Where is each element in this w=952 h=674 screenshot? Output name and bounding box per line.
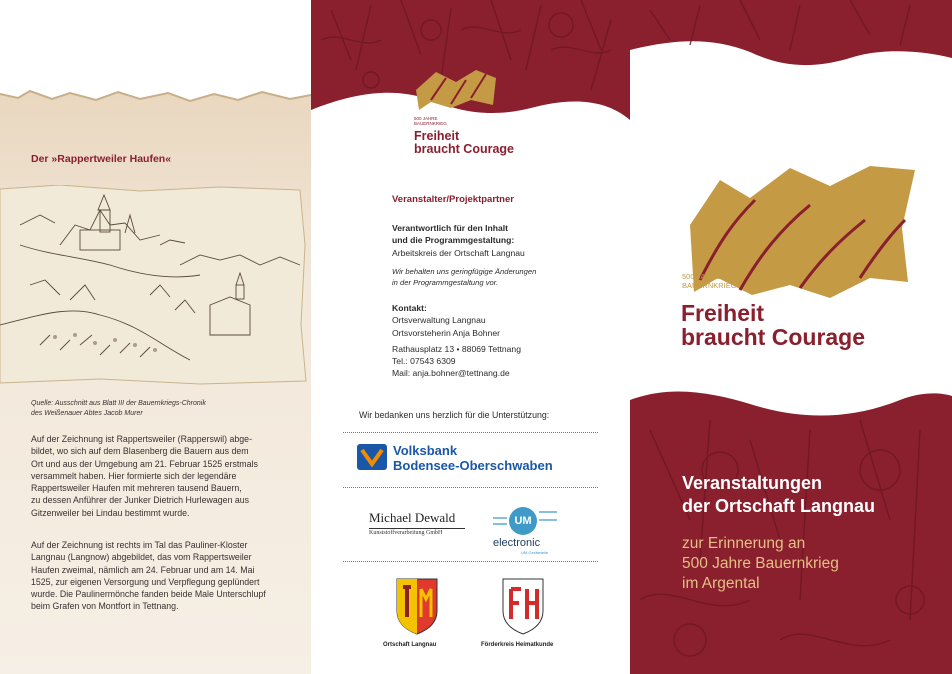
dewald-rule (369, 528, 465, 529)
right-panel (630, 0, 952, 674)
text-line: 1525, zur eigenen Versorgung und Verpflegung geplündert (31, 576, 260, 587)
text-line: beim Grafen von Montfort in Tettnang. (31, 601, 179, 612)
note-line: Wir behalten uns geringfügige Änderungen (392, 267, 537, 276)
contact-line: Ortsverwaltung Langnau (392, 315, 486, 326)
note-line: in der Programmgestaltung vor. (392, 278, 499, 287)
divider (343, 487, 598, 488)
contact-email: Mail: anja.bohner@tettnang.de (392, 368, 510, 379)
sponsor-line: Bodensee-Oberschwaben (393, 458, 553, 473)
sponsor-line: Volksbank (393, 443, 458, 458)
crest2-label: Förderkreis Heimatkunde (481, 642, 554, 648)
caption-line: des Weißenauer Abtes Jacob Murer (31, 410, 143, 417)
text-line: Ort und aus der Umgebung am 21. Februar 1525 erstmals (31, 458, 258, 469)
text-line: Rappertsweiler Haufen mit mehreren tausend Bauern, (31, 483, 242, 494)
text-line: Langnau (Langnow) abgebildet, das vom Rappertsweiler (31, 552, 252, 563)
contact-phone: Tel.: 07543 6309 (392, 356, 456, 367)
flag-logo-small (411, 60, 511, 115)
flag-logo-large (680, 160, 920, 315)
dewald-sub: Kunststoffverarbeitung GmbH (369, 530, 443, 536)
logo-small-title (414, 130, 514, 155)
text-line: Haufen zweimal, nämlich am 24. Februar und am 14. Mai (31, 564, 255, 575)
volksbank-logo-icon (357, 444, 387, 470)
cover-subtitle-line: im Argental (682, 575, 760, 592)
cover-title-line: der Ortschaft Langnau (682, 496, 876, 516)
chronicle-sketch-image (0, 185, 311, 385)
paragraph-2 (31, 539, 303, 613)
cover-subtitle (682, 534, 839, 594)
crest1-label: Ortschaft Langnau (383, 642, 437, 648)
text-line: Auf der Zeichnung ist Rappertsweiler (Rapperswil) abge- (31, 434, 253, 444)
logo-large-kicker (682, 272, 737, 290)
title-line: braucht Courage (414, 141, 515, 156)
paragraph-1 (31, 433, 303, 519)
kicker-line: 500 JAHRE (682, 272, 722, 281)
text-line: versammelt haben. Hier formierte sich der legendäre (31, 470, 237, 481)
cover-title (682, 472, 875, 518)
um-sub: UM-Geräteteile (521, 550, 549, 555)
title-line: braucht Courage (681, 324, 866, 350)
left-panel (0, 0, 311, 674)
caption-line: Quelle: Ausschnitt aus Blatt III der Bauernkriegs-Chronik (31, 400, 206, 407)
kicker-line: 500 JAHRE (414, 116, 438, 121)
text-line: zu dessen Anführer der Junker Dietrich Hurlewagen aus (31, 495, 250, 506)
text-line: wurde. Die Paulinermönche fanden beide Male Unterschlupf (31, 589, 266, 600)
logo-large-title (681, 301, 865, 349)
cover-title-line: Veranstaltungen (682, 473, 823, 493)
text-line: Gitzenweiler bei Lindau bestimmt wurde. (31, 507, 190, 518)
divider (343, 561, 598, 562)
cover-subtitle-line: zur Erinnerung an (682, 535, 806, 552)
resp-line: Verantwortlich für den Inhalt (392, 223, 509, 233)
resp-line: und die Programmgestaltung: (392, 235, 515, 246)
volksbank-name (393, 443, 553, 473)
section-heading: Der »Rappertweiler Haufen« (31, 153, 172, 165)
um-logo-icon: UM (509, 507, 537, 535)
thanks-text: Wir bedanken uns herzlich für die Unterstützung: (359, 410, 550, 420)
um-circuit-icon (491, 500, 561, 540)
responsibility-block (392, 222, 622, 259)
contact-line: Ortsvorsteherin Anja Bohner (392, 327, 500, 338)
resp-line: Arbeitskreis der Ortschaft Langnau (392, 247, 525, 258)
title-line: Freiheit (414, 129, 460, 143)
contact-label: Kontakt: (392, 303, 427, 313)
contact-block (392, 302, 622, 380)
kicker-line: BAUERNKRIEG (682, 281, 737, 290)
um-name: electronic (493, 537, 541, 549)
crest-langnau-icon (395, 577, 439, 635)
organizer-heading: Veranstalter/Projektpartner (392, 194, 514, 205)
text-line: bildet, wo sich auf dem Blasenberg die Bauern aus dem (31, 446, 249, 457)
text-line: Auf der Zeichnung ist rechts im Tal das Pauliner-Kloster (31, 540, 248, 550)
dewald-name: Michael Dewald (369, 510, 456, 525)
kicker-line: BAUERNKRIEG (414, 121, 447, 126)
crest-heimatkunde-icon (501, 577, 545, 635)
title-line: Freiheit (681, 300, 765, 326)
image-caption (31, 399, 206, 419)
middle-panel (311, 0, 630, 674)
divider (343, 432, 598, 433)
logo-small-kicker (414, 116, 447, 126)
contact-address: Rathausplatz 13 • 88069 Tettnang (392, 343, 521, 354)
cover-subtitle-line: 500 Jahre Bauernkrieg (682, 555, 839, 572)
disclaimer-note (392, 266, 536, 288)
